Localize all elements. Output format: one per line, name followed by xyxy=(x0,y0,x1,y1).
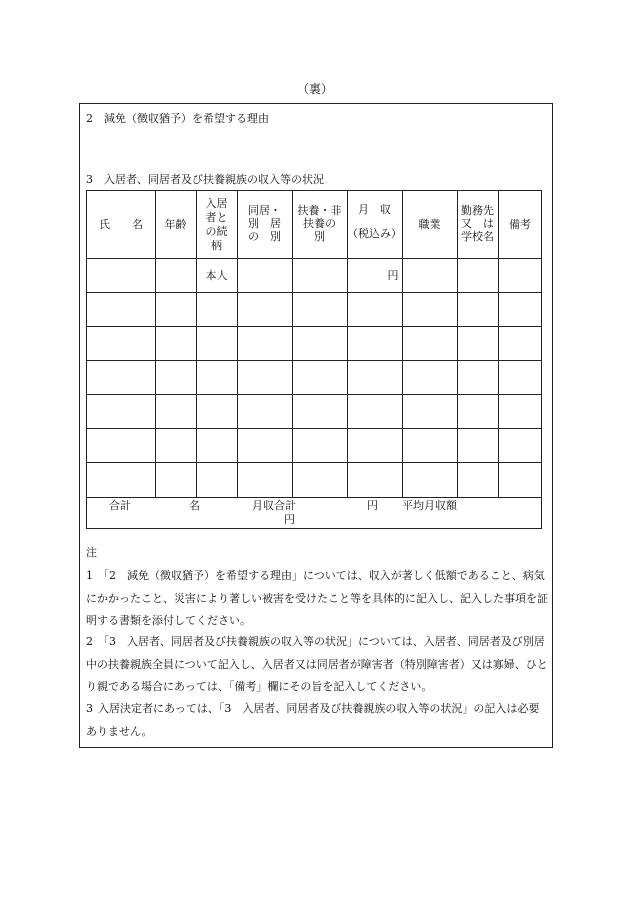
header-occupation: 職業 xyxy=(418,218,441,231)
row-divider xyxy=(87,428,541,429)
income-table xyxy=(86,190,542,529)
note-text: 「2 減免（徴収猶予）を希望する理由」については、収入が著しく低額であること、病気にかかったこと、災害により著しい被害を受けたこと等を具体的に記入し、記入した事項を証明する書類を添付してください。 xyxy=(86,569,548,628)
row-divider xyxy=(87,462,541,463)
footer-average-label: 平均月収額 xyxy=(402,499,457,512)
row-divider xyxy=(87,497,541,498)
header-relation: 入居 者と の続 柄 xyxy=(205,197,228,252)
row-divider xyxy=(87,258,541,259)
notes-heading: 注 xyxy=(86,546,97,559)
header-cohabit: 同居・ 別 居 の 別 xyxy=(248,204,281,243)
income-yen-unit: 円 xyxy=(387,269,399,282)
header-remarks: 備考 xyxy=(509,218,531,231)
note-text: 入居決定者にあっては、「3 入居者、同居者及び扶養親族の収入等の状況」の記入は必要ありません。 xyxy=(86,702,540,738)
page-side-label: （裏） xyxy=(296,82,333,96)
header-dependent: 扶養・非 扶養の 別 xyxy=(297,204,342,243)
col-divider xyxy=(498,191,499,498)
note-text: 「3 入居者、同居者及び扶養親族の収入等の状況」については、入居者、同居者及び別居中の扶養親族全員について記入し、入居者又は同居者が障害者（特別障害者）又は寡婦、ひとり親である場合にあっては、「備考」欄にその旨を記入してください。 xyxy=(86,635,548,694)
col-divider xyxy=(402,191,403,498)
note-item-3 xyxy=(86,698,548,743)
header-income: 月 収 （税込み） xyxy=(347,203,402,240)
section2-title: 2 減免（徴収猶予）を希望する理由 xyxy=(86,112,269,125)
col-divider xyxy=(155,191,156,498)
footer-count-unit: 名 xyxy=(189,499,200,512)
footer-total-label: 合計 xyxy=(109,499,131,512)
note-number: 2 xyxy=(86,635,93,648)
relation-self-cell: 本人 xyxy=(205,269,228,282)
header-workplace: 勤務先 又 は 学校名 xyxy=(461,204,494,243)
note-item-2 xyxy=(86,631,548,699)
row-divider xyxy=(87,326,541,327)
header-age: 年齢 xyxy=(164,218,187,231)
section3-title: 3 入居者、同居者及び扶養親族の収入等の状況 xyxy=(86,173,324,186)
note-number: 1 xyxy=(86,569,93,582)
header-name: 氏 名 xyxy=(99,218,143,231)
footer-income-total-label: 月収合計 xyxy=(252,499,296,512)
row-divider xyxy=(87,292,541,293)
note-number: 3 xyxy=(86,702,93,715)
row-divider xyxy=(87,394,541,395)
note-item-1 xyxy=(86,565,548,633)
footer-yen-unit: 円 xyxy=(367,499,378,512)
row-divider xyxy=(87,360,541,361)
footer-yen-unit-2: 円 xyxy=(284,513,295,526)
